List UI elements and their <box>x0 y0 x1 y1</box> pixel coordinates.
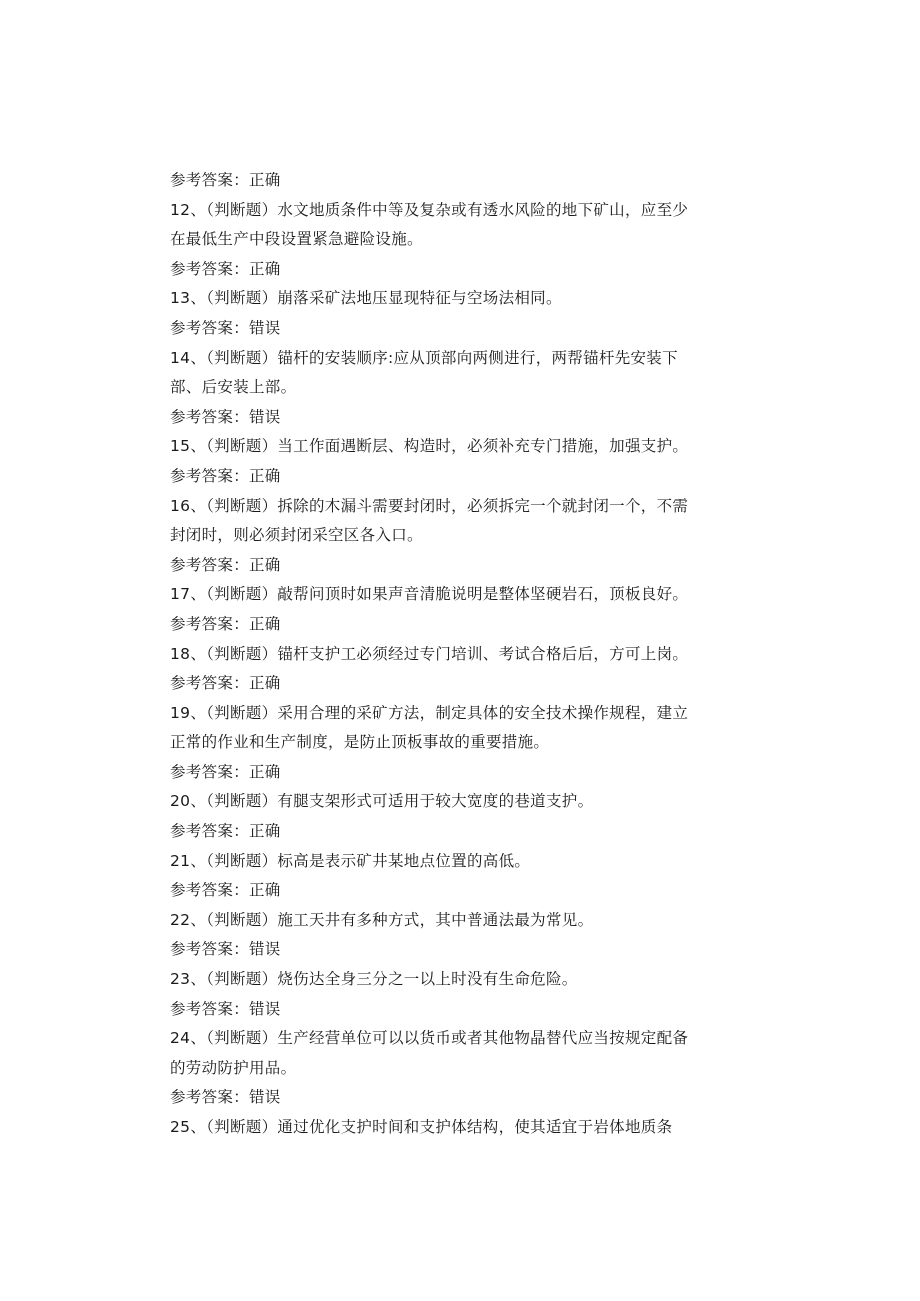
answer-line: 参考答案：正确 <box>170 614 281 633</box>
question-text-line: 15、（判断题）当工作面遇断层、构造时，必须补充专门措施，加强支护。 <box>170 437 689 456</box>
question-item <box>170 284 740 314</box>
answer-line: 参考答案：正确 <box>170 822 281 841</box>
question-item <box>170 847 740 877</box>
question-item <box>170 965 740 995</box>
answer-line: 参考答案：正确 <box>170 171 281 189</box>
question-text-line: 16、（判断题）拆除的木漏斗需要封闭时，必须拆完一个就封闭一个，不需 <box>170 496 689 515</box>
question-text-line: 部、后安装上部。 <box>170 378 297 397</box>
question-text-line: 22、（判断题）施工天井有多种方式，其中普通法最为常见。 <box>170 910 594 929</box>
answer-line: 参考答案：正确 <box>170 674 281 693</box>
question-item <box>170 1113 740 1143</box>
question-text-line: 12、（判断题）水文地质条件中等及复杂或有透水风险的地下矿山，应至少 <box>170 200 689 219</box>
answer-line: 参考答案：错误 <box>170 940 281 959</box>
question-item <box>170 432 740 462</box>
question-text-line: 在最低生产中段设置紧急避险设施。 <box>170 230 423 249</box>
question-text-line: 20、（判断题）有腿支架形式可适用于较大宽度的巷道支护。 <box>170 792 594 811</box>
question-list <box>170 166 740 1143</box>
answer-line: 参考答案：错误 <box>170 318 281 337</box>
question-text-line: 25、（判断题）通过优化支护时间和支护体结构，使其适宜于岩体地质条 <box>170 1118 673 1136</box>
answer-line: 参考答案：错误 <box>170 1088 281 1107</box>
question-text-line: 21、（判断题）标高是表示矿井某地点位置的高低。 <box>170 851 531 870</box>
answer-line: 参考答案：正确 <box>170 259 281 278</box>
question-item <box>170 580 740 610</box>
question-text-line: 13、（判断题）崩落采矿法地压显现特征与空场法相同。 <box>170 289 562 308</box>
question-item <box>170 492 740 551</box>
question-text-line: 18、（判断题）锚杆支护工必须经过专门培训、考试合格后后，方可上岗。 <box>170 644 689 663</box>
answer-line: 参考答案：正确 <box>170 881 281 900</box>
question-item <box>170 640 740 670</box>
question-item <box>170 906 740 936</box>
question-text-line: 正常的作业和生产制度，是防止顶板事故的重要措施。 <box>170 733 550 752</box>
question-item <box>170 787 740 817</box>
question-text-line: 封闭时，则必须封闭采空区各入口。 <box>170 526 423 545</box>
question-text-line: 的劳动防护用品。 <box>170 1058 297 1077</box>
answer-line: 参考答案：正确 <box>170 555 281 574</box>
answer-line: 参考答案：正确 <box>170 762 281 781</box>
question-item <box>170 196 740 255</box>
question-text-line: 19、（判断题）采用合理的采矿方法，制定具体的安全技术操作规程，建立 <box>170 703 689 722</box>
question-text-line: 17、（判断题）敲帮问顶时如果声音清脆说明是整体坚硬岩石，顶板良好。 <box>170 585 689 604</box>
question-text-line: 14、（判断题）锚杆的安装顺序:应从顶部向两侧进行，两帮锚杆先安装下 <box>170 348 678 367</box>
question-item <box>170 699 740 758</box>
answer-line: 参考答案：错误 <box>170 407 281 426</box>
answer-line: 参考答案：错误 <box>170 999 281 1018</box>
question-text-line: 24、（判断题）生产经营单位可以以货币或者其他物晶替代应当按规定配备 <box>170 1029 689 1048</box>
answer-line: 参考答案：正确 <box>170 466 281 485</box>
question-item <box>170 1024 740 1083</box>
question-text-line: 23、（判断题）烧伤达全身三分之一以上时没有生命危险。 <box>170 970 578 989</box>
question-item <box>170 344 740 403</box>
